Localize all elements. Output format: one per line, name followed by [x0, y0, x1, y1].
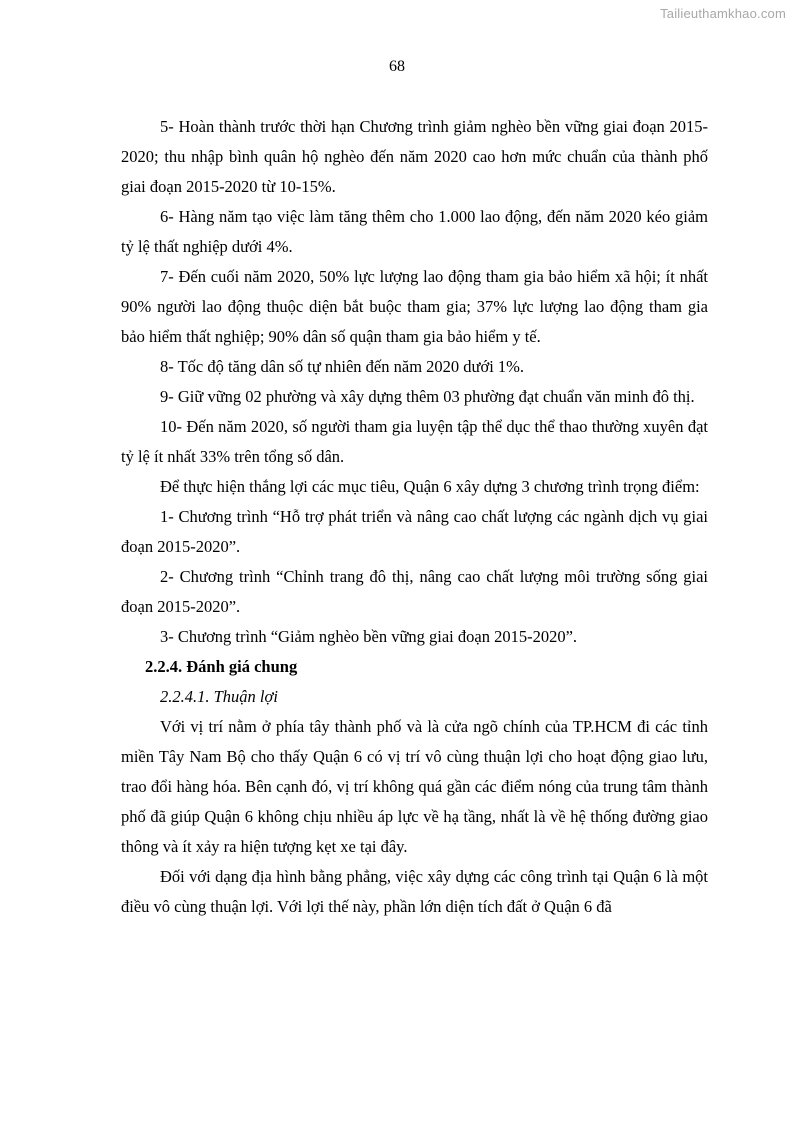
document-body — [121, 112, 708, 922]
paragraph-program-1: 1- Chương trình “Hỗ trợ phát triển và nâng cao chất lượng các ngành dịch vụ giai đoạn 2015-2020”. — [121, 507, 708, 556]
watermark: Tailieuthamkhao.com — [660, 6, 786, 21]
paragraph-location: Với vị trí nằm ở phía tây thành phố và là cửa ngõ chính của TP.HCM đi các tỉnh miền Tây Nam Bộ cho thấy Quận 6 có vị trí vô cùng thuận lợi cho hoạt động giao lưu, trao đổi hàng hóa. Bên cạnh đó, vị trí không quá gần các điểm nóng của trung tâm thành phố đã giúp Quận 6 không chịu nhiều áp lực về hạ tầng, nhất là về hệ thống đường giao thông và ít xảy ra hiện tượng kẹt xe tại đây. — [121, 717, 708, 856]
paragraph-terrain: Đối với dạng địa hình bằng phẳng, việc xây dựng các công trình tại Quận 6 là một điều vô cùng thuận lợi. Với lợi thế này, phần lớn diện tích đất ở Quận 6 đã — [121, 867, 708, 916]
paragraph-goal-5: 5- Hoàn thành trước thời hạn Chương trình giảm nghèo bền vững giai đoạn 2015-2020; thu nhập bình quân hộ nghèo đến năm 2020 cao hơn mức chuẩn của thành phố giai đoạn 2015-2020 từ 10-15%. — [121, 117, 708, 196]
paragraph-goal-7: 7- Đến cuối năm 2020, 50% lực lượng lao động tham gia bảo hiểm xã hội; ít nhất 90% người lao động thuộc diện bắt buộc tham gia; 37% lực lượng lao động tham gia bảo hiểm thất nghiệp; 90% dân số quận tham gia bảo hiểm y tế. — [121, 267, 708, 346]
section-heading: 2.2.4. Đánh giá chung — [145, 657, 298, 676]
paragraph-goal-6: 6- Hàng năm tạo việc làm tăng thêm cho 1.000 lao động, đến năm 2020 kéo giảm tỷ lệ thất nghiệp dưới 4%. — [121, 207, 708, 256]
paragraph-program-3: 3- Chương trình “Giảm nghèo bền vững giai đoạn 2015-2020”. — [160, 627, 578, 646]
paragraph-programs-intro: Để thực hiện thắng lợi các mục tiêu, Quận 6 xây dựng 3 chương trình trọng điểm: — [160, 477, 700, 496]
subsection-heading: 2.2.4.1. Thuận lợi — [160, 687, 278, 706]
paragraph-goal-10: 10- Đến năm 2020, số người tham gia luyện tập thể dục thể thao thường xuyên đạt tỷ lệ ít nhất 33% trên tổng số dân. — [121, 417, 708, 466]
paragraph-goal-9: 9- Giữ vững 02 phường và xây dựng thêm 03 phường đạt chuẩn văn minh đô thị. — [160, 387, 695, 406]
page-number: 68 — [389, 58, 405, 75]
paragraph-goal-8: 8- Tốc độ tăng dân số tự nhiên đến năm 2020 dưới 1%. — [160, 357, 525, 376]
paragraph-program-2: 2- Chương trình “Chỉnh trang đô thị, nâng cao chất lượng môi trường sống giai đoạn 2015-2020”. — [121, 567, 708, 616]
